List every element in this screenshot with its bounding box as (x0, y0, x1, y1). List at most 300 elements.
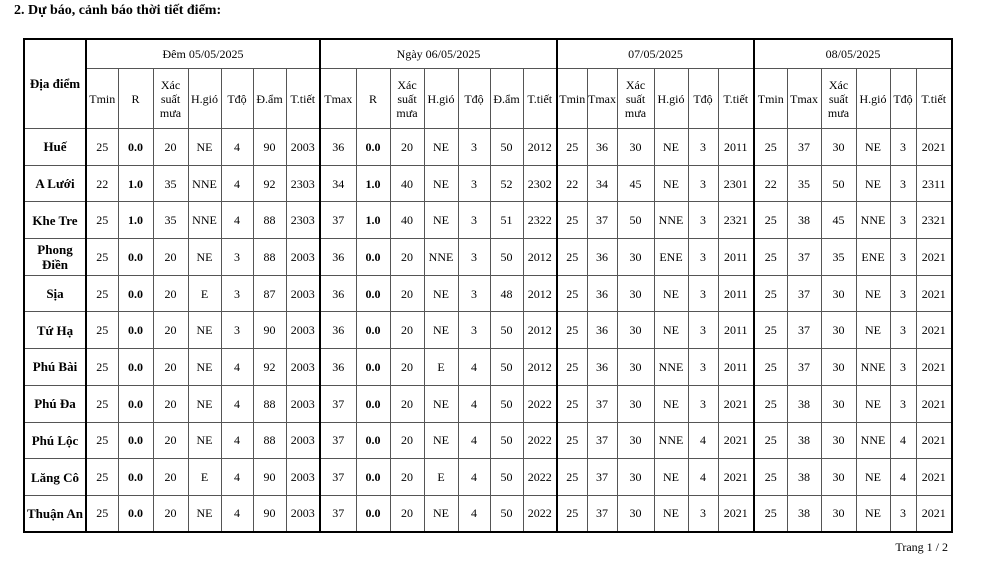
forecast-table-body (24, 129, 952, 533)
column-header: T.tiết (916, 69, 952, 129)
table-row (24, 239, 952, 276)
table-cell: 25 (86, 275, 118, 312)
table-cell: 25 (86, 239, 118, 276)
table-cell: NE (856, 459, 890, 496)
table-cell: 25 (86, 385, 118, 422)
table-cell: NE (188, 312, 221, 349)
table-cell: 2012 (523, 239, 557, 276)
table-cell: 25 (754, 459, 787, 496)
column-header: T.tiết (523, 69, 557, 129)
table-cell: 1.0 (356, 202, 390, 239)
table-cell: 36 (587, 312, 617, 349)
table-cell: 4 (458, 459, 490, 496)
table-cell: 2303 (286, 165, 320, 202)
table-cell: 40 (390, 202, 424, 239)
table-cell: 2012 (523, 349, 557, 386)
table-cell: 0.0 (118, 312, 153, 349)
table-cell: 36 (587, 239, 617, 276)
column-header: Tmin (754, 69, 787, 129)
table-cell: 0.0 (118, 275, 153, 312)
table-cell: NE (188, 349, 221, 386)
table-cell: NE (654, 495, 688, 532)
table-cell: 4 (221, 129, 253, 166)
table-cell: 20 (153, 422, 188, 459)
table-cell: 37 (320, 459, 356, 496)
table-cell: 2322 (523, 202, 557, 239)
table-cell: 36 (587, 349, 617, 386)
table-cell: 3 (688, 239, 718, 276)
table-cell: 2011 (718, 239, 754, 276)
location-name: Tứ Hạ (24, 312, 86, 349)
table-cell: NE (188, 239, 221, 276)
table-cell: 2022 (523, 459, 557, 496)
table-cell: 36 (320, 129, 356, 166)
table-cell: 20 (390, 459, 424, 496)
table-cell: 20 (390, 495, 424, 532)
table-cell: 34 (320, 165, 356, 202)
table-cell: 2021 (916, 129, 952, 166)
table-cell: 25 (86, 495, 118, 532)
table-cell: 20 (390, 422, 424, 459)
table-cell: 2003 (286, 312, 320, 349)
table-cell: E (188, 459, 221, 496)
table-cell: 3 (890, 202, 916, 239)
table-cell: NE (424, 129, 458, 166)
column-header: T.tiết (718, 69, 754, 129)
table-cell: 35 (821, 239, 856, 276)
table-cell: 34 (587, 165, 617, 202)
table-cell: 1.0 (118, 165, 153, 202)
column-header: Xác suất mưa (821, 69, 856, 129)
column-header: Tmin (557, 69, 587, 129)
table-cell: 40 (390, 165, 424, 202)
table-cell: 2003 (286, 275, 320, 312)
column-header: Xác suất mưa (153, 69, 188, 129)
table-cell: 2012 (523, 275, 557, 312)
column-header: R (356, 69, 390, 129)
table-cell: 88 (253, 239, 286, 276)
table-row (24, 202, 952, 239)
group-header-night-05: Đêm 05/05/2025 (86, 39, 320, 69)
table-cell: 88 (253, 385, 286, 422)
table-cell: 0.0 (118, 495, 153, 532)
table-row (24, 459, 952, 496)
table-cell: 4 (890, 459, 916, 496)
table-cell: NE (654, 385, 688, 422)
table-cell: 37 (320, 385, 356, 422)
table-cell: 2012 (523, 312, 557, 349)
table-cell: 22 (557, 165, 587, 202)
table-cell: 50 (821, 165, 856, 202)
table-cell: 25 (754, 385, 787, 422)
table-cell: 92 (253, 165, 286, 202)
table-cell: NE (654, 459, 688, 496)
table-cell: 30 (617, 312, 654, 349)
table-cell: 37 (587, 459, 617, 496)
table-cell: NE (424, 385, 458, 422)
table-cell: 25 (557, 459, 587, 496)
location-name: Sịa (24, 275, 86, 312)
table-cell: 2021 (916, 312, 952, 349)
table-cell: 0.0 (118, 385, 153, 422)
table-cell: 38 (787, 459, 821, 496)
table-cell: 25 (86, 129, 118, 166)
table-cell: NE (188, 129, 221, 166)
column-header: Tmin (86, 69, 118, 129)
table-cell: 2003 (286, 129, 320, 166)
table-cell: 3 (688, 129, 718, 166)
table-cell: 52 (490, 165, 523, 202)
table-row (24, 349, 952, 386)
group-header-08: 08/05/2025 (754, 39, 952, 69)
table-cell: 20 (153, 239, 188, 276)
column-header: H.gió (856, 69, 890, 129)
table-cell: 36 (587, 129, 617, 166)
table-cell: 30 (821, 459, 856, 496)
table-cell: 4 (221, 385, 253, 422)
table-cell: 30 (821, 275, 856, 312)
table-cell: 50 (490, 422, 523, 459)
table-cell: 2021 (916, 349, 952, 386)
table-cell: 37 (787, 129, 821, 166)
column-header: Tđộ (458, 69, 490, 129)
table-cell: 30 (617, 129, 654, 166)
table-cell: 50 (490, 129, 523, 166)
table-cell: 4 (688, 422, 718, 459)
table-cell: 4 (458, 385, 490, 422)
table-cell: 2011 (718, 275, 754, 312)
table-cell: 3 (890, 129, 916, 166)
table-cell: 37 (320, 495, 356, 532)
table-cell: 2021 (718, 495, 754, 532)
table-cell: 20 (390, 349, 424, 386)
table-cell: NE (856, 165, 890, 202)
location-name: Phú Lộc (24, 422, 86, 459)
table-cell: 30 (617, 459, 654, 496)
table-cell: NE (654, 275, 688, 312)
table-cell: 90 (253, 495, 286, 532)
table-cell: 0.0 (118, 239, 153, 276)
table-cell: 45 (617, 165, 654, 202)
section-title: 2. Dự báo, cảnh báo thời tiết điểm: (14, 3, 222, 18)
table-cell: 35 (153, 165, 188, 202)
table-cell: 25 (754, 422, 787, 459)
table-cell: 3 (890, 312, 916, 349)
table-cell: 2021 (916, 239, 952, 276)
table-cell: NE (188, 385, 221, 422)
column-header: Tmax (587, 69, 617, 129)
table-cell: 25 (754, 129, 787, 166)
table-cell: 20 (390, 239, 424, 276)
table-cell: 0.0 (118, 349, 153, 386)
table-cell: 0.0 (356, 275, 390, 312)
column-header: Tmax (787, 69, 821, 129)
table-cell: NE (424, 165, 458, 202)
table-cell: 36 (320, 349, 356, 386)
table-cell: 48 (490, 275, 523, 312)
table-cell: 0.0 (356, 385, 390, 422)
table-cell: 2003 (286, 459, 320, 496)
table-cell: 20 (153, 385, 188, 422)
table-cell: 0.0 (356, 422, 390, 459)
table-cell: 45 (821, 202, 856, 239)
table-cell: 3 (890, 239, 916, 276)
table-row (24, 275, 952, 312)
table-cell: 2003 (286, 239, 320, 276)
table-cell: 20 (153, 129, 188, 166)
table-cell: 3 (458, 239, 490, 276)
column-header: Tđộ (688, 69, 718, 129)
table-cell: E (424, 349, 458, 386)
table-cell: 4 (221, 422, 253, 459)
table-cell: NNE (188, 165, 221, 202)
table-cell: 2022 (523, 495, 557, 532)
table-cell: 90 (253, 129, 286, 166)
table-cell: 25 (557, 202, 587, 239)
table-cell: 0.0 (356, 495, 390, 532)
table-cell: 3 (458, 165, 490, 202)
table-cell: 25 (754, 495, 787, 532)
table-cell: 30 (617, 239, 654, 276)
table-cell: 2311 (916, 165, 952, 202)
column-header: Đ.ẩm (253, 69, 286, 129)
table-cell: 38 (787, 422, 821, 459)
table-row (24, 129, 952, 166)
table-cell: 4 (688, 459, 718, 496)
table-cell: 30 (617, 385, 654, 422)
table-cell: 37 (787, 312, 821, 349)
table-cell: 25 (557, 349, 587, 386)
column-header: H.gió (424, 69, 458, 129)
table-cell: 4 (221, 459, 253, 496)
table-cell: 2011 (718, 129, 754, 166)
table-cell: 2003 (286, 422, 320, 459)
table-cell: 37 (320, 422, 356, 459)
table-cell: 3 (890, 165, 916, 202)
table-cell: 3 (221, 275, 253, 312)
table-cell: 35 (787, 165, 821, 202)
table-cell: 2012 (523, 129, 557, 166)
table-cell: 88 (253, 202, 286, 239)
table-cell: ENE (654, 239, 688, 276)
group-header-day-06: Ngày 06/05/2025 (320, 39, 557, 69)
table-cell: NE (654, 129, 688, 166)
table-cell: 25 (754, 202, 787, 239)
table-cell: 25 (557, 275, 587, 312)
table-cell: 25 (754, 312, 787, 349)
table-cell: 25 (86, 422, 118, 459)
table-cell: 90 (253, 459, 286, 496)
table-cell: 36 (320, 275, 356, 312)
table-cell: 4 (221, 202, 253, 239)
table-cell: 20 (390, 385, 424, 422)
table-cell: NNE (856, 422, 890, 459)
table-cell: 2003 (286, 385, 320, 422)
table-cell: 37 (587, 422, 617, 459)
table-cell: 0.0 (118, 129, 153, 166)
table-cell: 90 (253, 312, 286, 349)
table-cell: 2302 (523, 165, 557, 202)
table-cell: 50 (490, 239, 523, 276)
table-cell: 2011 (718, 349, 754, 386)
table-cell: 0.0 (356, 239, 390, 276)
table-cell: 3 (890, 385, 916, 422)
table-cell: 22 (754, 165, 787, 202)
page-number: Trang 1 / 2 (895, 540, 948, 554)
table-cell: 3 (688, 495, 718, 532)
table-cell: 51 (490, 202, 523, 239)
table-cell: 37 (787, 239, 821, 276)
table-cell: 3 (688, 349, 718, 386)
table-cell: 0.0 (356, 459, 390, 496)
table-cell: NE (424, 495, 458, 532)
forecast-table (23, 38, 953, 533)
table-cell: 25 (86, 312, 118, 349)
column-header: Xác suất mưa (390, 69, 424, 129)
table-cell: 2303 (286, 202, 320, 239)
table-cell: 36 (320, 239, 356, 276)
table-row (24, 422, 952, 459)
location-name: Phú Bài (24, 349, 86, 386)
column-header: H.gió (188, 69, 221, 129)
column-header: H.gió (654, 69, 688, 129)
table-cell: 3 (890, 495, 916, 532)
table-cell: 30 (821, 129, 856, 166)
table-cell: 4 (890, 422, 916, 459)
table-cell: 0.0 (118, 422, 153, 459)
table-cell: NNE (856, 349, 890, 386)
table-cell: NNE (654, 349, 688, 386)
table-cell: 30 (617, 422, 654, 459)
table-cell: 36 (320, 312, 356, 349)
location-name: Lăng Cô (24, 459, 86, 496)
table-cell: 25 (86, 459, 118, 496)
table-cell: 3 (890, 275, 916, 312)
table-cell: 3 (688, 275, 718, 312)
table-cell: 37 (787, 349, 821, 386)
table-cell: 92 (253, 349, 286, 386)
table-cell: 25 (86, 349, 118, 386)
table-cell: 1.0 (356, 165, 390, 202)
table-cell: 38 (787, 495, 821, 532)
table-cell: 20 (390, 129, 424, 166)
table-cell: 30 (821, 349, 856, 386)
table-cell: NE (424, 422, 458, 459)
table-cell: 2021 (718, 422, 754, 459)
table-cell: 2021 (916, 459, 952, 496)
table-cell: NE (424, 202, 458, 239)
table-cell: 0.0 (356, 349, 390, 386)
table-cell: 25 (754, 349, 787, 386)
column-header: Tđộ (221, 69, 253, 129)
table-cell: 20 (390, 312, 424, 349)
table-cell: 37 (587, 385, 617, 422)
table-cell: E (188, 275, 221, 312)
table-cell: 2021 (916, 275, 952, 312)
table-cell: 20 (390, 275, 424, 312)
location-column-header: Địa điểm (24, 39, 86, 129)
table-cell: 20 (153, 349, 188, 386)
location-name: Phú Đa (24, 385, 86, 422)
table-cell: 0.0 (356, 312, 390, 349)
location-name: A Lưới (24, 165, 86, 202)
table-cell: 2022 (523, 422, 557, 459)
table-cell: 20 (153, 459, 188, 496)
table-cell: 22 (86, 165, 118, 202)
table-cell: 2021 (916, 385, 952, 422)
column-header: Đ.ẩm (490, 69, 523, 129)
column-header: T.tiết (286, 69, 320, 129)
table-cell: 4 (221, 349, 253, 386)
location-name: Huế (24, 129, 86, 166)
table-row (24, 165, 952, 202)
table-cell: 2003 (286, 349, 320, 386)
table-cell: 25 (557, 129, 587, 166)
table-cell: 37 (587, 202, 617, 239)
table-cell: 2021 (916, 422, 952, 459)
table-cell: 4 (458, 495, 490, 532)
table-cell: NE (856, 385, 890, 422)
table-cell: NE (188, 495, 221, 532)
table-cell: 2022 (523, 385, 557, 422)
column-header: Tđộ (890, 69, 916, 129)
table-cell: 3 (458, 312, 490, 349)
table-cell: 30 (821, 385, 856, 422)
table-cell: 3 (688, 165, 718, 202)
table-cell: NE (856, 312, 890, 349)
table-cell: 3 (890, 349, 916, 386)
table-cell: 35 (153, 202, 188, 239)
table-cell: 37 (787, 275, 821, 312)
column-header-row (24, 69, 952, 129)
table-cell: 50 (490, 385, 523, 422)
table-cell: 50 (490, 495, 523, 532)
table-cell: 50 (490, 349, 523, 386)
table-cell: NNE (654, 202, 688, 239)
table-cell: NE (856, 129, 890, 166)
table-cell: NE (188, 422, 221, 459)
table-cell: 50 (617, 202, 654, 239)
table-cell: 4 (221, 495, 253, 532)
table-cell: NE (856, 275, 890, 312)
table-cell: 25 (557, 385, 587, 422)
table-cell: 3 (458, 275, 490, 312)
table-cell: 2021 (718, 385, 754, 422)
column-header: R (118, 69, 153, 129)
table-cell: 3 (221, 239, 253, 276)
location-name: Khe Tre (24, 202, 86, 239)
table-cell: NE (424, 275, 458, 312)
table-cell: 0.0 (118, 459, 153, 496)
table-cell: 2021 (718, 459, 754, 496)
table-cell: 25 (557, 495, 587, 532)
table-cell: 25 (754, 239, 787, 276)
table-cell: NE (654, 165, 688, 202)
table-cell: 25 (557, 239, 587, 276)
table-cell: 30 (617, 495, 654, 532)
table-row (24, 495, 952, 532)
table-cell: 38 (787, 385, 821, 422)
table-cell: 3 (458, 202, 490, 239)
table-cell: 3 (688, 202, 718, 239)
table-cell: 20 (153, 312, 188, 349)
table-cell: 0.0 (356, 129, 390, 166)
table-cell: 2321 (916, 202, 952, 239)
table-cell: 3 (688, 312, 718, 349)
group-header-07: 07/05/2025 (557, 39, 754, 69)
table-cell: 25 (86, 202, 118, 239)
table-cell: ENE (856, 239, 890, 276)
